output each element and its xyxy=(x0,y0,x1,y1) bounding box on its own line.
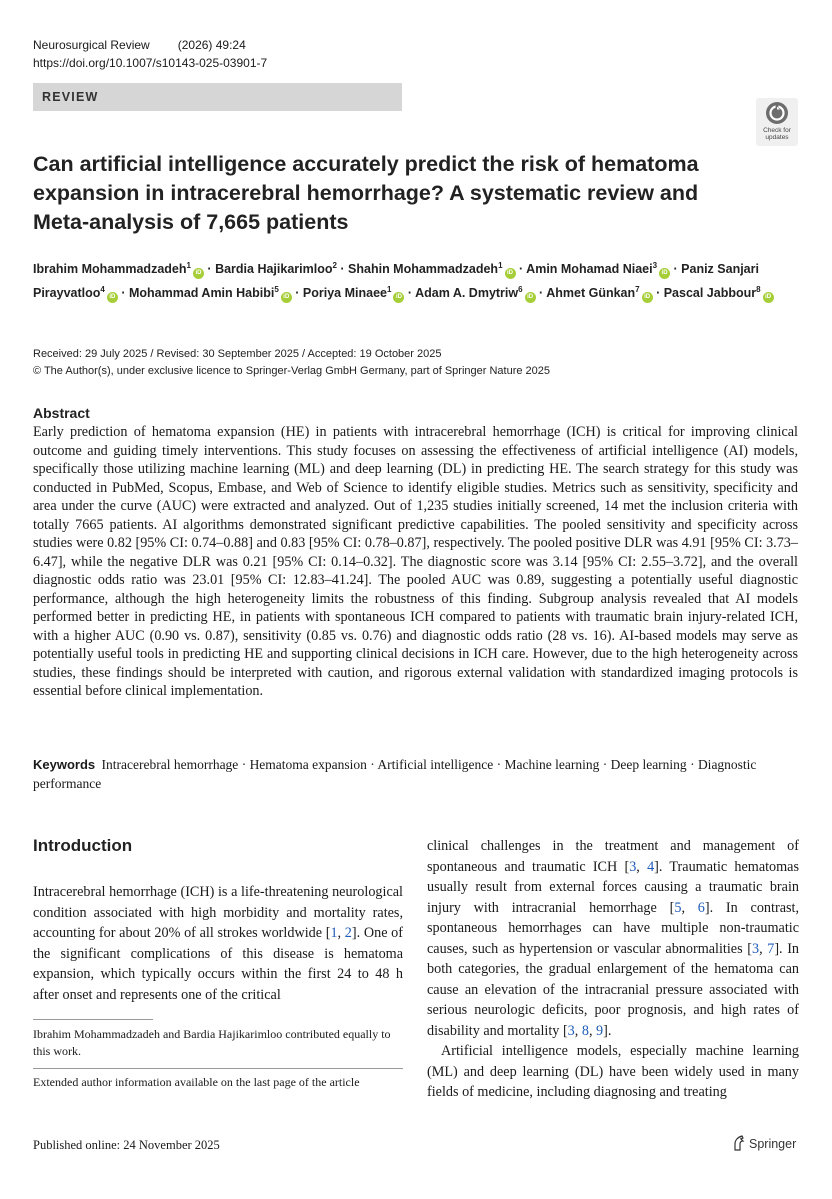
author[interactable] xyxy=(215,262,337,276)
footnote-extended-info: Extended author information available on the last page of the article xyxy=(33,1075,360,1089)
springer-horse-icon xyxy=(732,1135,746,1151)
author-affiliation: 7 xyxy=(635,285,640,294)
intro-paragraph-right-2: Artificial intelligence models, especially machine learning (ML) and deep learning (DL) have been widely used in many fields of medicine, including diagnosing and treating xyxy=(427,1043,799,1100)
keyword: Artificial intelligence xyxy=(377,757,494,772)
reference-link[interactable]: 3 xyxy=(629,858,637,875)
orcid-icon[interactable]: iD xyxy=(193,268,204,279)
keywords-label: Keywords xyxy=(33,757,96,772)
author-name: Paniz Sanjari Pirayvatloo xyxy=(33,262,759,300)
journal-volume: (2026) 49:24 xyxy=(177,38,246,52)
orcid-icon[interactable]: iD xyxy=(107,292,118,303)
published-online: Published online: 24 November 2025 xyxy=(33,1138,220,1152)
author-name: Ahmet Günkan xyxy=(546,286,636,300)
orcid-icon[interactable]: iD xyxy=(642,292,653,303)
author[interactable] xyxy=(546,286,652,300)
author-affiliation: 8 xyxy=(756,285,761,294)
footnote-divider xyxy=(33,1019,153,1020)
author-name: Pascal Jabbour xyxy=(663,286,757,300)
reference-link[interactable]: 7 xyxy=(767,940,775,957)
introduction-heading: Introduction xyxy=(33,836,133,855)
intro-paragraph-right-1: clinical challenges in the treatment and management of spontaneous and traumatic ICH [3, 4]. Traumatic hematomas usually result from external forces causing a traumatic brain injury with intracranial hemorrhage [5, 6]. In contrast, spontaneous hemorrhages can have multiple non-traumatic causes, such as hypertension or vascular abnormalities [3, 7]. In both categories, the gradual enlargement of the hematoma can cause an elevation of the intracranial pressure associated with serious neurologic deficits, poor prognosis, and high rates of disability and mortality [3, 8, 9]. xyxy=(427,838,800,1039)
cfu-line1: Check for xyxy=(763,127,791,134)
author-name: Ibrahim Mohammadzadeh xyxy=(33,262,187,276)
footnote-equal-contribution: Ibrahim Mohammadzadeh and Bardia Hajikarimloo contributed equally to this work. xyxy=(33,1027,391,1058)
cfu-line2: updates xyxy=(765,134,789,141)
author[interactable] xyxy=(664,286,774,300)
author-affiliation: 1 xyxy=(498,261,503,270)
keyword: Diagnostic performance xyxy=(33,757,757,791)
copyright-line: © The Author(s), under exclusive licence to Springer-Verlag GmbH Germany, part of Springer Nature 2025 xyxy=(33,365,550,377)
keywords-section: Keywords Intracerebral hemorrhage · Hematoma expansion · Artificial intelligence · Machine learning · Deep learning · Diagnostic performance xyxy=(33,757,757,791)
author-name: Poriya Minaee xyxy=(302,286,387,300)
author-affiliation: 1 xyxy=(186,261,191,270)
journal-header xyxy=(33,36,267,72)
author-affiliation: 5 xyxy=(274,285,279,294)
abstract-heading: Abstract xyxy=(33,405,90,421)
orcid-icon[interactable]: iD xyxy=(659,268,670,279)
reference-link[interactable]: 4 xyxy=(647,858,655,875)
author-name: Bardia Hajikarimloo xyxy=(215,262,333,276)
orcid-icon[interactable]: iD xyxy=(505,268,516,279)
publisher-name: Springer xyxy=(749,1137,797,1151)
author-affiliation: 4 xyxy=(100,285,105,294)
reference-link[interactable]: 6 xyxy=(697,899,705,916)
author[interactable] xyxy=(348,262,515,276)
author[interactable] xyxy=(129,286,292,300)
author-name: Mohammad Amin Habibi xyxy=(128,286,275,300)
abstract-text: Early prediction of hematoma expansion (HE) in patients with intracerebral hemorrhage (ICH) is critical for improving clinical outcome and guiding timely interventions. This study focuses on assessing the effectiveness of artificial intelligence (AI) models, specifically those utilizing machine learning (ML) and deep learning (DL) in predicting HE. The search strategy for this study was conducted in PubMed, Scopus, Embase, and Web of Science to identify eligible studies. Metrics such as sensitivity, specificity and area under the curve (AUC) were extracted and analyzed. Out of 1,235 studies initially screened, 14 met the inclusion criteria with totally 7665 patients. AI algorithms demonstrated significant predictive capabilities. The pooled sensitivity and specificity across studies were 0.82 [95% CI: 0.74–0.88] and 0.83 [95% CI: 0.78–0.87], respectively. The pooled positive DLR was 4.91 [95% CI: 3.73–6.47], while the negative DLR was 0.21 [95% CI: 0.14–0.32]. The diagnostic score was 3.14 [95% CI: 2.55–3.72], and the overall diagnostic odds ratio was 23.01 [95% CI: 12.83–41.24]. The pooled AUC was 0.89, suggesting a potentially useful diagnostic performance, although the high heterogeneity limits the robustness of this finding. Subgroup analysis revealed that AI models performed better in predicting HE, in patients with spontaneous ICH compared to patients with traumatic brain injury-related ICH, with a higher AUC (0.90 vs. 0.87), sensitivity (0.85 vs. 0.76) and diagnostic odds ratio (28 vs. 16). AI-based models may serve as potentially useful tools in predicting HE and supporting clinical decisions in ICH care. However, due to the high heterogeneity across studies, these findings should be interpreted with caution, and rigorous external validation with standardized imaging protocols is essential before clinical implementation. xyxy=(33,424,798,699)
keyword: Deep learning xyxy=(610,757,687,772)
reference-link[interactable]: 1 xyxy=(330,925,338,941)
keyword: Hematoma expansion xyxy=(249,757,367,772)
author-name: Shahin Mohammadzadeh xyxy=(348,262,499,276)
author-list: Ibrahim Mohammadzadeh$^1$iD · Bardia Hajikarimloo$^2$ · Shahin Mohammadzadeh$^1$iD · Amin Mohamad Niaei$^3$iD · Paniz Sanjari Pirayvatloo$^4$iD · Mohammad Amin Habibi$^5$iD · Poriya Minaee$^1$iD · Adam A. Dmytriw$^6$iD · Ahmet Günkan$^7$iD · Pascal Jabbour$^8$iD xyxy=(33,257,793,305)
keyword: Intracerebral hemorrhage xyxy=(101,757,239,772)
intro-paragraph-left: Intracerebral hemorrhage (ICH) is a life-threatening neurological condition associated with high morbidity and mortality rates, accounting for about 20% of all strokes worldwide [1, 2]. One of the significant complications of this disease is hematoma expansion, which typically occurs within the first 24 to 48 h after onset and represents one of the critical xyxy=(33,884,404,1003)
footnote-divider-2 xyxy=(33,1068,403,1069)
article-type-bar: REVIEW xyxy=(33,83,402,111)
doi-link[interactable]: https://doi.org/10.1007/s10143-025-03901-7 xyxy=(33,56,268,70)
reference-link[interactable]: 3 xyxy=(751,940,760,957)
intro-right-column xyxy=(427,836,799,1103)
author-affiliation: 2 xyxy=(332,261,337,270)
article-dates xyxy=(33,346,550,380)
author-name: Adam A. Dmytriw xyxy=(415,286,519,300)
author[interactable] xyxy=(526,262,670,276)
check-for-updates-icon xyxy=(765,101,789,125)
author-affiliation: 6 xyxy=(518,285,523,294)
author[interactable] xyxy=(33,262,204,276)
orcid-icon[interactable]: iD xyxy=(393,292,404,303)
author-name: Amin Mohamad Niaei xyxy=(526,262,653,276)
orcid-icon[interactable]: iD xyxy=(525,292,536,303)
orcid-icon[interactable]: iD xyxy=(281,292,292,303)
article-title: Can artificial intelligence accurately predict the risk of hematoma expansion in intracerebral hemorrhage? A systematic review and Meta-analysis of 7,665 patients xyxy=(33,152,699,234)
orcid-icon[interactable]: iD xyxy=(763,292,774,303)
reference-link[interactable]: 5 xyxy=(674,899,682,916)
check-for-updates-badge[interactable] xyxy=(756,98,798,146)
reference-link[interactable]: 2 xyxy=(344,925,352,941)
author[interactable] xyxy=(303,286,405,300)
publisher-logo xyxy=(732,1134,796,1154)
history-dates: Received: 29 July 2025 / Revised: 30 September 2025 / Accepted: 19 October 2025 xyxy=(33,348,442,360)
reference-link[interactable]: 3 xyxy=(567,1022,575,1039)
author[interactable] xyxy=(415,286,535,300)
reference-link[interactable]: 8 xyxy=(581,1022,589,1039)
reference-link[interactable]: 9 xyxy=(596,1022,604,1039)
author-affiliation: 3 xyxy=(652,261,658,270)
author-affiliation: 1 xyxy=(386,285,392,294)
journal-name: Neurosurgical Review xyxy=(33,38,150,52)
keyword: Machine learning xyxy=(504,757,600,772)
